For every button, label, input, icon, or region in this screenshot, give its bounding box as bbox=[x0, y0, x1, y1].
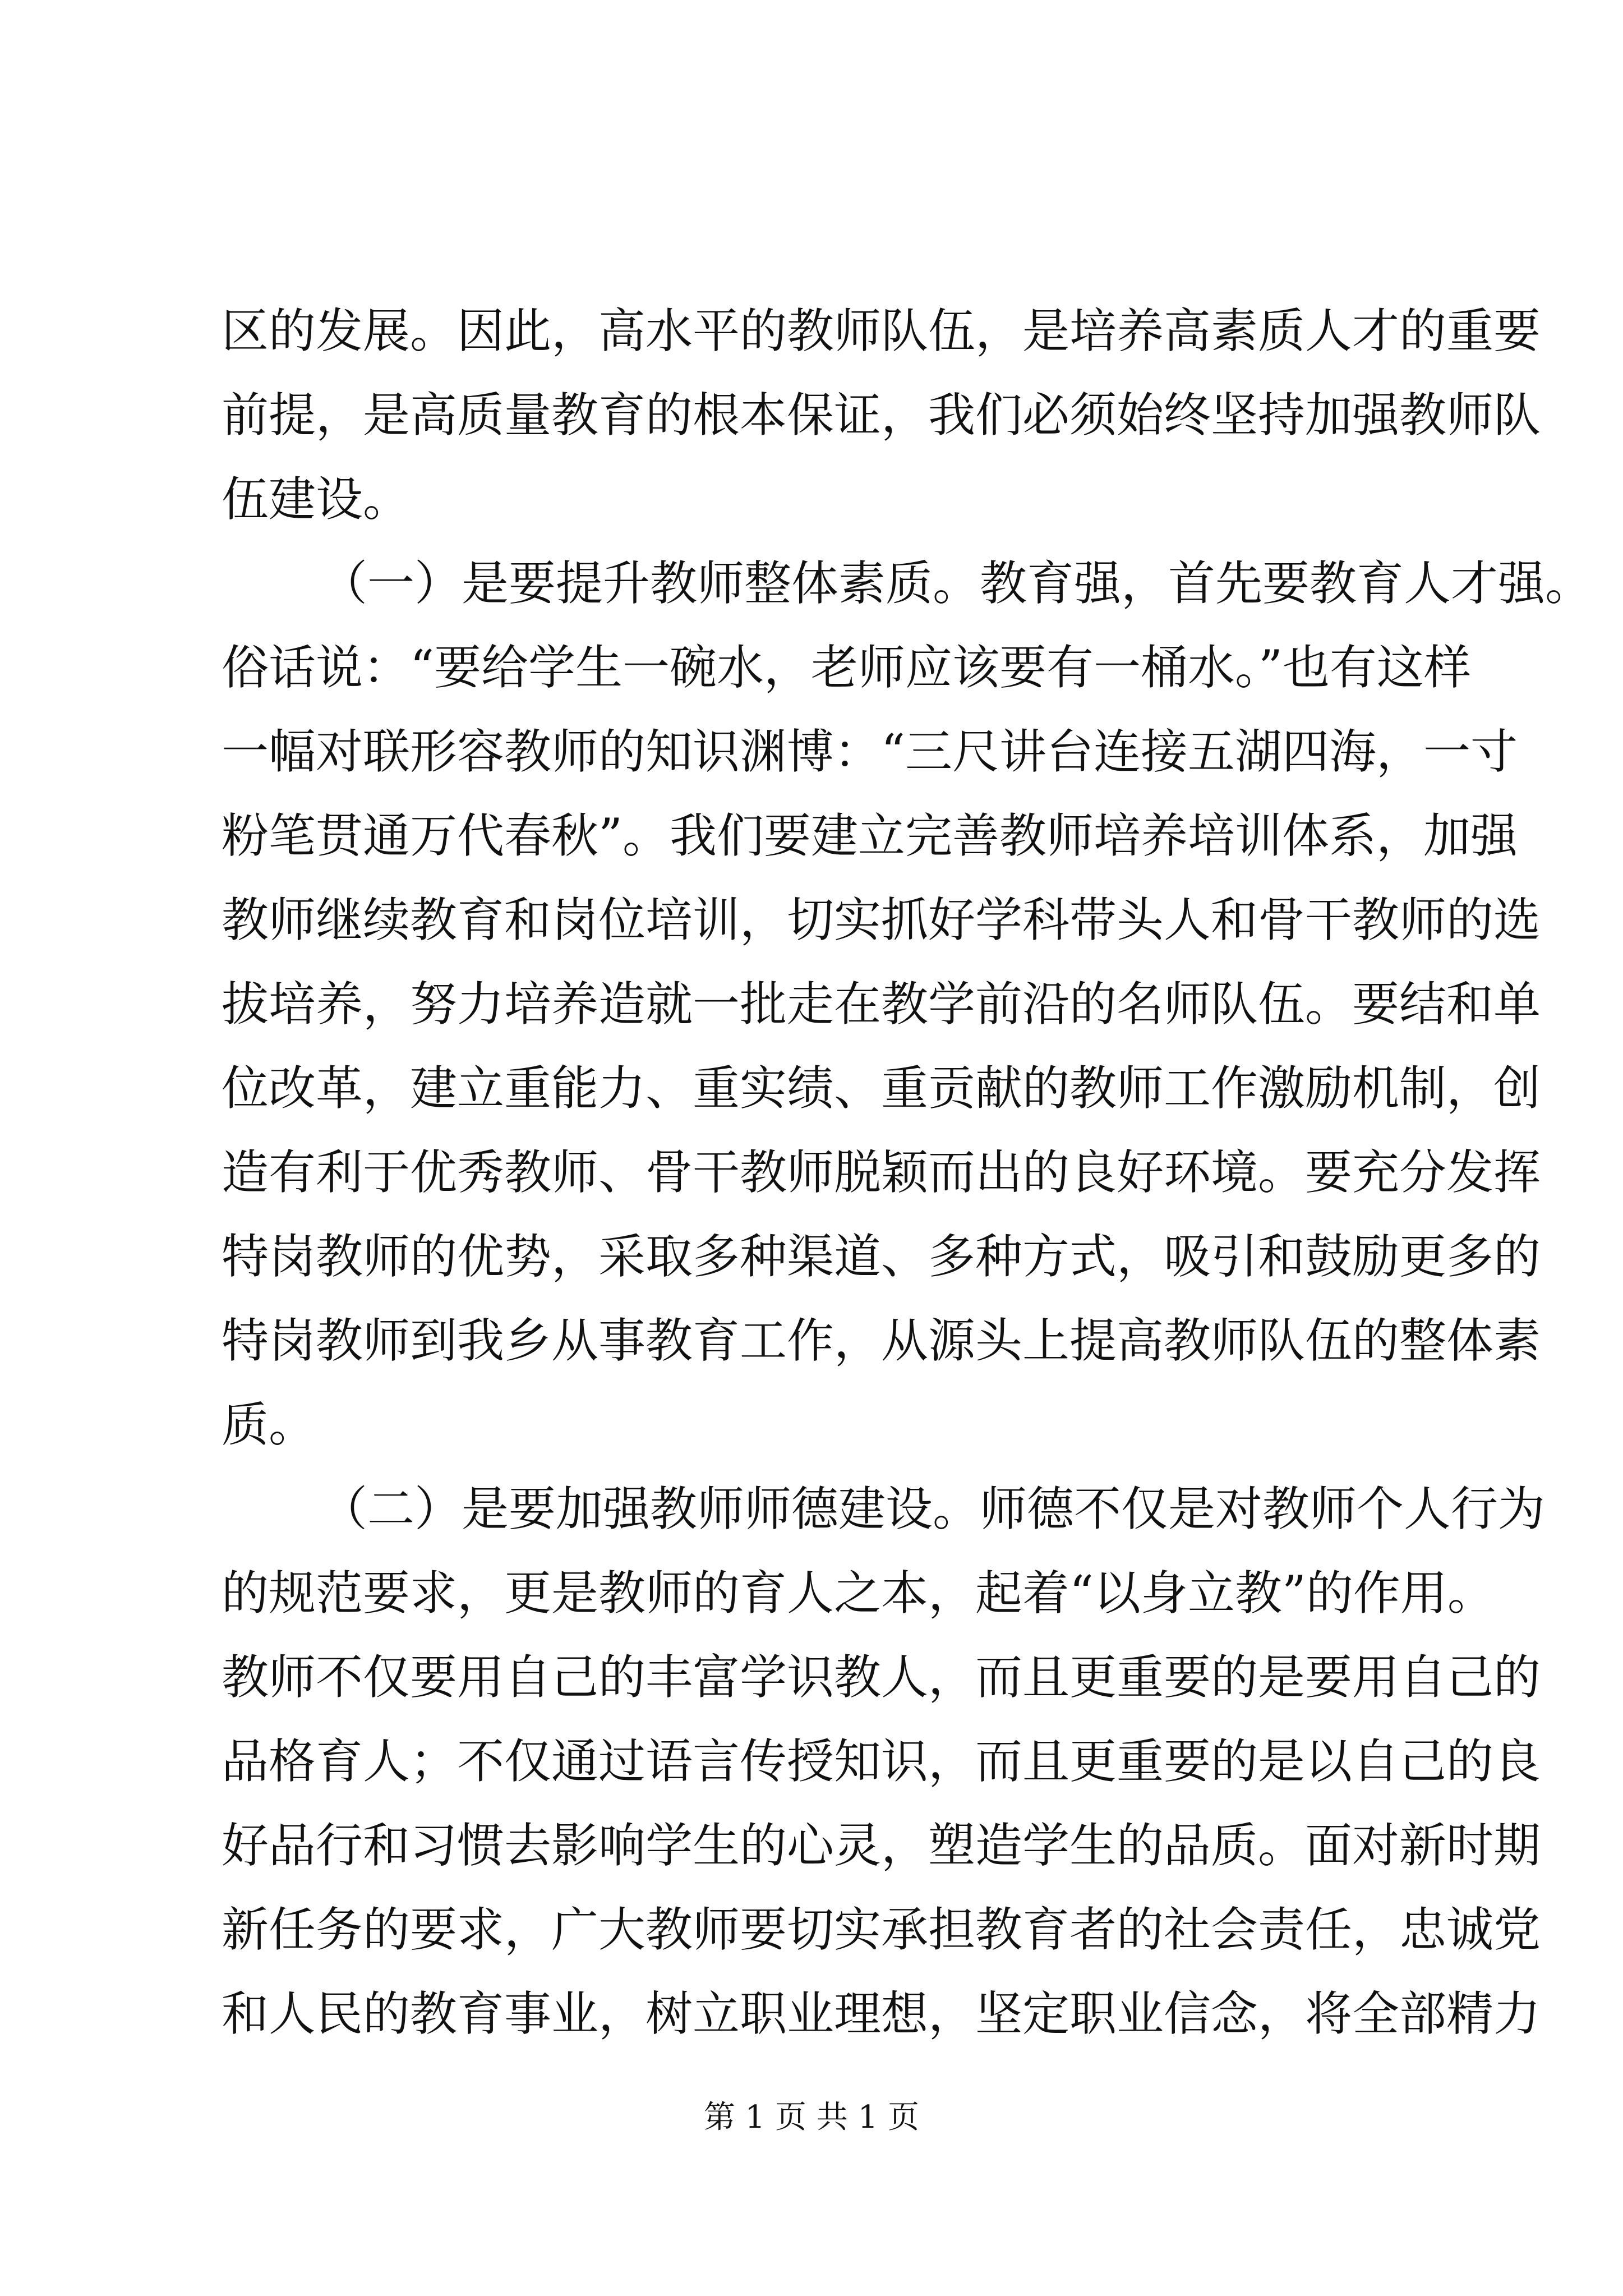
text-line: 品格育人；不仅通过语言传授知识，而且更重要的是以自己的良 bbox=[222, 1734, 1541, 1789]
text-line: 的规范要求，更是教师的育人之本，起着“以身立教”的作用。 bbox=[222, 1566, 1495, 1621]
text-line: 区的发展。因此，高水平的教师队伍，是培养高素质人才的重要 bbox=[222, 303, 1541, 358]
text-line: 前提，是高质量教育的根本保证，我们必须始终坚持加强教师队 bbox=[222, 388, 1541, 443]
page-number-footer: 第 1 页 共 1 页 bbox=[703, 2099, 920, 2136]
text-line: 新任务的要求，广大教师要切实承担教育者的社会责任，忠诚党 bbox=[222, 1902, 1541, 1957]
text-line: 特岗教师到我乡从事教育工作，从源头上提高教师队伍的整体素 bbox=[222, 1313, 1541, 1368]
text-line: 一幅对联形容教师的知识渊博：“三尺讲台连接五湖四海，一寸 bbox=[222, 724, 1518, 779]
paragraph-start-line: （一）是要提升教师整体素质。教育强，首先要教育人才强。 bbox=[320, 556, 1593, 611]
text-line: 造有利于优秀教师、骨干教师脱颖而出的良好环境。要充分发挥 bbox=[222, 1145, 1541, 1200]
text-line: 质。 bbox=[222, 1397, 316, 1452]
text-line: 好品行和习惯去影响学生的心灵，塑造学生的品质。面对新时期 bbox=[222, 1818, 1541, 1873]
text-line: 伍建设。 bbox=[222, 472, 411, 527]
text-line: 和人民的教育事业，树立职业理想，坚定职业信念，将全部精力 bbox=[222, 1986, 1541, 2041]
text-line: 教师不仅要用自己的丰富学识教人，而且更重要的是要用自己的 bbox=[222, 1650, 1541, 1705]
text-line: 特岗教师的优势，采取多种渠道、多种方式，吸引和鼓励更多的 bbox=[222, 1229, 1541, 1284]
text-line: 教师继续教育和岗位培训，切实抓好学科带头人和骨干教师的选 bbox=[222, 892, 1541, 947]
text-line: 俗话说：“要给学生一碗水，老师应该要有一桶水。”也有这样 bbox=[222, 640, 1471, 695]
text-line: 拔培养，努力培养造就一批走在教学前沿的名师队伍。要结和单 bbox=[222, 977, 1541, 1032]
paragraph-start-line: （二）是要加强教师师德建设。师德不仅是对教师个人行为 bbox=[320, 1481, 1546, 1536]
text-line: 位改革，建立重能力、重实绩、重贡献的教师工作激励机制，创 bbox=[222, 1061, 1541, 1116]
text-line: 粉笔贯通万代春秋”。我们要建立完善教师培养培训体系，加强 bbox=[222, 808, 1518, 863]
body-text bbox=[222, 289, 1593, 2056]
